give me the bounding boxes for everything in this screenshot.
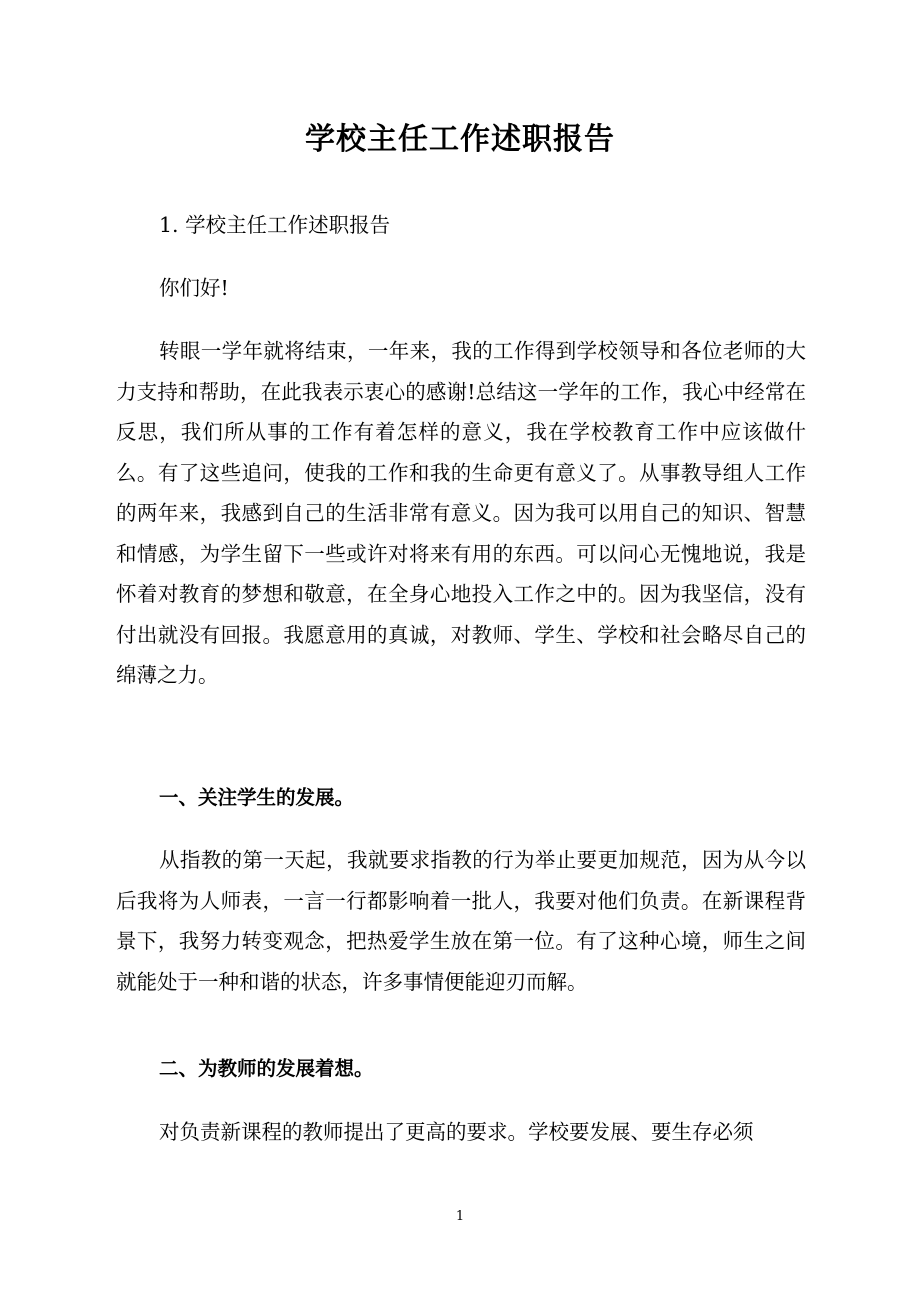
section-paragraph-2: 对负责新课程的教师提出了更高的要求。学校要发展、要生存必须 — [159, 1120, 754, 1144]
document-title: 学校主任工作述职报告 — [305, 122, 615, 157]
page-number: 1 — [455, 1209, 465, 1224]
section-heading-1: 一、关注学生的发展。 — [159, 786, 355, 809]
section-heading-2: 二、为教师的发展着想。 — [159, 1057, 374, 1080]
greeting-line: 你们好! — [159, 276, 229, 300]
section-paragraph-1: 从指教的第一天起，我就要求指教的行为举止要更加规范，因为从今以后我将为人师表，一言一行都影响着一批人，我要对他们负责。在新课程背景下，我努力转变观念，把热爱学生放在第一位。有了这种心境，师生之间就能处于一种和谐的状态，许多事情便能迎刃而解。 — [116, 848, 806, 994]
subtitle-line: 1. 学校主任工作述职报告 — [159, 213, 391, 237]
intro-paragraph: 转眼一学年就将结束，一年来，我的工作得到学校领导和各位老师的大力支持和帮助，在此我表示衷心的感谢!总结这一学年的工作，我心中经常在反思，我们所从事的工作有着怎样的意义，我在学校教育工作中应该做什么。有了这些追问，使我的工作和我的生命更有意义了。从事教导组人工作的两年来，我感到自己的生活非常有意义。因为我可以用自己的知识、智慧和情感，为学生留下一些或许对将来有用的东西。可以问心无愧地说，我是怀着对教育的梦想和敬意，在全身心地投入工作之中的。因为我坚信，没有付出就没有回报。我愿意用的真诚，对教师、学生、学校和社会略尽自己的绵薄之力。 — [116, 339, 806, 687]
